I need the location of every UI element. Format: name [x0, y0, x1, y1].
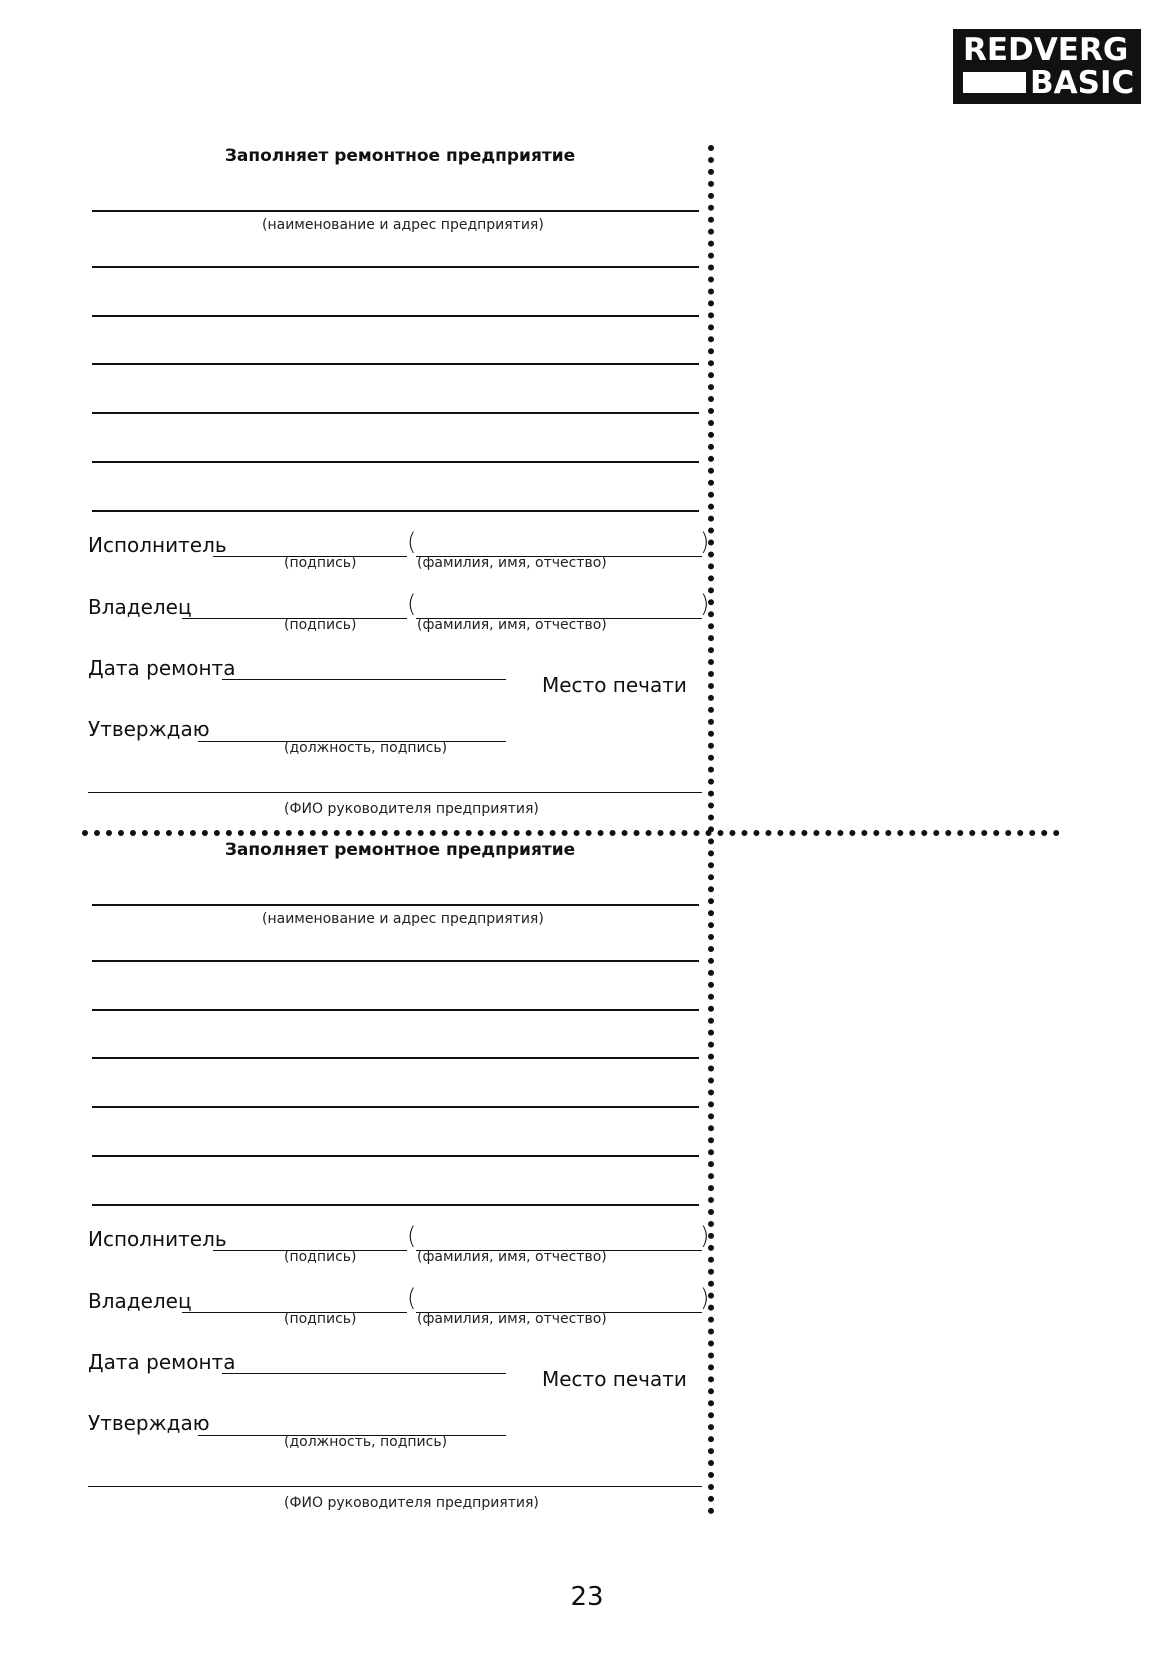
close-paren: ): [700, 1284, 710, 1312]
open-paren: (: [407, 1284, 417, 1312]
form-heading: Заполняет ремонтное предприятие: [224, 840, 576, 860]
fullname-caption: (фамилия, имя, отчество): [417, 1311, 607, 1327]
enterprise-line[interactable]: [92, 266, 699, 268]
signature-caption: (подпись): [284, 1311, 357, 1327]
enterprise-caption: (наименование и адрес предприятия): [262, 217, 544, 233]
head-name-line[interactable]: [88, 1486, 702, 1487]
signature-caption: (подпись): [284, 555, 357, 571]
stamp-place-label: Место печати: [542, 1367, 687, 1391]
owner-label: Владелец: [88, 595, 192, 619]
page-number: 23: [570, 1582, 604, 1612]
enterprise-line[interactable]: [92, 1057, 699, 1059]
head-caption: (ФИО руководителя предприятия): [284, 801, 539, 817]
enterprise-name-line[interactable]: [92, 904, 699, 906]
repair-date-line[interactable]: [222, 679, 506, 680]
enterprise-caption: (наименование и адрес предприятия): [262, 911, 544, 927]
head-caption: (ФИО руководителя предприятия): [284, 1495, 539, 1511]
brand-logo: [953, 29, 1141, 104]
enterprise-line[interactable]: [92, 1009, 699, 1011]
enterprise-line[interactable]: [92, 315, 699, 317]
enterprise-line[interactable]: [92, 461, 699, 463]
executor-label: Исполнитель: [88, 533, 227, 557]
enterprise-line[interactable]: [92, 1106, 699, 1108]
fullname-caption: (фамилия, имя, отчество): [417, 1249, 607, 1265]
enterprise-line[interactable]: [92, 1204, 699, 1206]
repair-form-2: [0, 694, 720, 1511]
logo-text-line1: REDVERG: [963, 32, 1129, 68]
enterprise-line[interactable]: [92, 412, 699, 414]
signature-caption: (подпись): [284, 1249, 357, 1265]
enterprise-line[interactable]: [92, 1155, 699, 1157]
repair-form-1: [0, 0, 720, 817]
open-paren: (: [407, 590, 417, 618]
logo-bar: [963, 72, 1026, 93]
approve-label: Утверждаю: [88, 1411, 210, 1435]
owner-label: Владелец: [88, 1289, 192, 1313]
enterprise-line[interactable]: [92, 960, 699, 962]
open-paren: (: [407, 528, 417, 556]
repair-date-label: Дата ремонта: [88, 1350, 236, 1374]
logo-text-line2: BASIC: [1030, 65, 1135, 101]
fullname-caption: (фамилия, имя, отчество): [417, 617, 607, 633]
repair-date-label: Дата ремонта: [88, 656, 236, 680]
close-paren: ): [700, 528, 710, 556]
close-paren: ): [700, 590, 710, 618]
open-paren: (: [407, 1222, 417, 1250]
close-paren: ): [700, 1222, 710, 1250]
enterprise-line[interactable]: [92, 363, 699, 365]
enterprise-line[interactable]: [92, 510, 699, 512]
stamp-place-label: Место печати: [542, 673, 687, 697]
position-caption: (должность, подпись): [284, 740, 448, 756]
signature-caption: (подпись): [284, 617, 357, 633]
repair-date-line[interactable]: [222, 1373, 506, 1374]
form-heading: Заполняет ремонтное предприятие: [224, 146, 576, 166]
approve-label: Утверждаю: [88, 717, 210, 741]
enterprise-name-line[interactable]: [92, 210, 699, 212]
executor-label: Исполнитель: [88, 1227, 227, 1251]
fullname-caption: (фамилия, имя, отчество): [417, 555, 607, 571]
position-caption: (должность, подпись): [284, 1434, 448, 1450]
